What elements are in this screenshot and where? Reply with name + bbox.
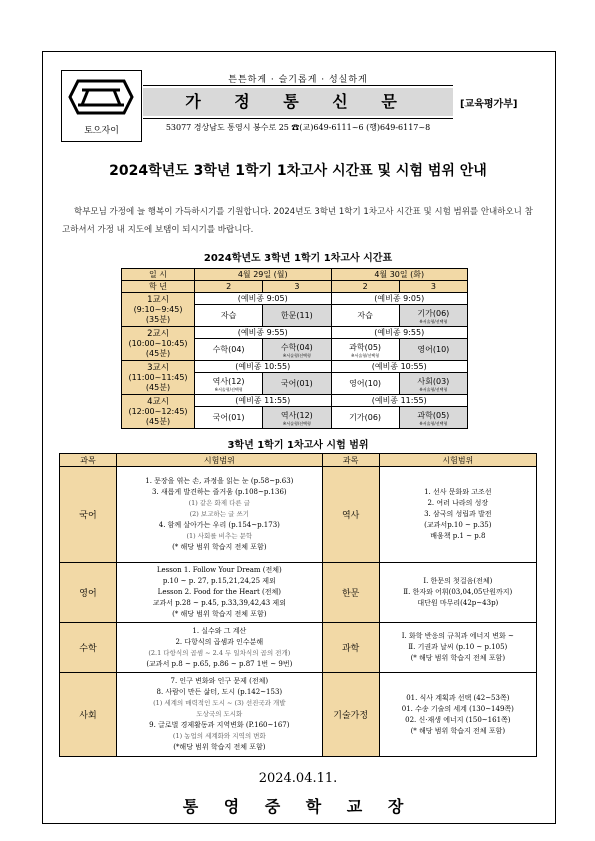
divider (143, 85, 453, 86)
bell-time: (예비종 9:55) (331, 327, 468, 339)
department-tag: [교육평가부] (460, 99, 518, 110)
range-line: 1. 선사 문화와 고조선 (424, 488, 492, 496)
range-line: 4. 함께 살아가는 우리 (p.154~p.173) (158, 521, 280, 529)
header-range: 시험범위 (379, 454, 536, 467)
subject-name: 과학 (322, 623, 379, 673)
period-time: (12:00~12:45) (128, 406, 188, 416)
exam-cell (263, 339, 331, 361)
exam-cell (195, 407, 263, 429)
exam-cell (399, 305, 467, 327)
header-grade-3: 3 (399, 281, 467, 293)
subject-name: 수학 (60, 623, 117, 673)
exam-subject: 국어(01) (280, 379, 313, 388)
period-name: 4교시 (147, 396, 169, 407)
range-line: (1) 같은 화제 다른 글 (188, 499, 251, 507)
range-line: 3. 삼국의 성립과 발전 (424, 510, 492, 518)
header-grade-2: 2 (195, 281, 263, 293)
exam-cell (331, 305, 399, 327)
header-range: 시험범위 (117, 454, 323, 467)
range-line: (교과서p.10 ~ p.35) (424, 521, 492, 529)
period-name: 1교시 (147, 294, 169, 305)
exam-cell (331, 407, 399, 429)
range-line: Ⅰ. 한문의 첫걸음(전체) (423, 577, 493, 585)
school-principal: 통 영 중 학 교 장 (182, 797, 414, 816)
exam-cell (399, 339, 467, 361)
range-line: (1) 사회를 비추는 문학 (186, 532, 253, 540)
range-line: 3. 새롭게 발견하는 즐거움 (p.108~p.136) (151, 488, 287, 496)
subject-name: 국어 (60, 467, 117, 563)
exam-subject: 수학(04) (280, 342, 313, 352)
exam-subject: 한문(11) (280, 311, 313, 320)
range-line: Lesson 2. Food for the Heart (전체) (157, 588, 281, 596)
range-line: (2) 보고하는 글 쓰기 (189, 510, 249, 518)
period-minutes: (35분) (145, 314, 171, 324)
exam-cell (399, 407, 467, 429)
period-minutes: (45분) (145, 416, 171, 426)
subject-name: 영어 (60, 563, 117, 623)
range-content (379, 623, 536, 673)
header-subject: 과목 (322, 454, 379, 467)
exam-note: ※서술형/선택형 (282, 352, 311, 358)
header-day2: 4월 30일 (화) (331, 269, 468, 281)
subject-name: 기술가정 (322, 673, 379, 757)
period-minutes: (45분) (145, 348, 171, 358)
range-line: 교과서 p.28 ~ p.45, p.33,39,42,43 제외 (152, 599, 286, 607)
range-content (117, 623, 323, 673)
header-grade-2: 2 (331, 281, 399, 293)
exam-cell (331, 339, 399, 361)
exam-subject: 자습 (357, 311, 373, 320)
range-line: Ⅱ. 기권과 날씨 (p.10 ~ p.105) (408, 643, 508, 651)
page-title: 2024학년도 3학년 1학기 1차고사 시간표 및 시험 범위 안내 (109, 163, 487, 179)
period-cell (122, 395, 195, 429)
range-line: 2. 여러 나라의 성장 (427, 499, 489, 507)
range-title: 3학년 1학기 1차고사 시험 범위 (227, 440, 369, 451)
period-minutes: (45분) (145, 382, 171, 392)
logo-text: 토으자이 (84, 126, 119, 136)
bell-time: (예비종 9:55) (195, 327, 332, 339)
range-line: Ⅰ. 화학 반응의 규칙과 에너지 변화 ~ (401, 632, 514, 640)
newsletter-banner: 가 정 통 신 문 (143, 88, 453, 116)
exam-subject: 영어(10) (349, 379, 382, 388)
range-line: 2. 다항식의 곱셈과 인수분해 (175, 637, 264, 646)
exam-cell (263, 305, 331, 327)
range-line: (2.1 다항식의 곱셈 ~ 2.4 두 일차식의 곱의 전개) (148, 648, 291, 657)
exam-subject: 기가(06) (349, 413, 382, 422)
period-time: (10:00~10:45) (128, 338, 188, 348)
range-content (117, 673, 323, 757)
exam-subject: 역사(12) (212, 376, 245, 386)
exam-cell (195, 305, 263, 327)
school-motto: 튼튼하게 · 슬기롭게 · 성실하게 (228, 75, 368, 85)
exam-cell (331, 373, 399, 395)
exam-cell (195, 373, 263, 395)
exam-note: ※서술형/선택형 (419, 386, 448, 392)
subject-name: 한문 (322, 563, 379, 623)
range-line: (* 해당 범위 학습지 전체 포함) (172, 543, 267, 551)
issue-date: 2024.04.11. (258, 771, 338, 786)
school-logo (61, 70, 142, 142)
period-name: 3교시 (147, 362, 169, 373)
range-line: 8. 사람이 만든 삶터, 도시 (p.142~153) (156, 688, 283, 696)
header-subject: 과목 (60, 454, 117, 467)
range-content (117, 563, 323, 623)
range-line: 01. 수송 기술의 세계 (130~149쪽) (401, 704, 514, 713)
bell-time: (예비종 10:55) (195, 361, 332, 373)
bell-time: (예비종 11:55) (331, 395, 468, 407)
exam-subject: 과학(05) (349, 342, 382, 352)
divider (143, 118, 453, 119)
exam-subject: 수학(04) (212, 345, 245, 354)
range-line: (* 해당 범위 학습지 전체 포함) (410, 654, 506, 662)
schedule-table (121, 268, 468, 429)
header-grade-3: 3 (263, 281, 331, 293)
exam-subject: 영어(10) (417, 345, 450, 354)
exam-subject: 국어(01) (212, 413, 245, 422)
exam-subject: 기가(06) (417, 308, 450, 318)
intro-paragraph: 학부모님 가정에 늘 행복이 가득하시기를 기원합니다. 2024년도 3학년 1학기 1차고사 시간표 및 시험 범위를 안내하오니 참고하셔서 가정 내 지도에 보탬이 되시기를 바랍니다. (62, 207, 533, 235)
exam-note: ※서술형/선택형 (214, 386, 243, 392)
exam-subject: 사회(03) (417, 376, 450, 386)
period-name: 2교시 (147, 328, 169, 339)
range-content (117, 467, 323, 563)
exam-cell (263, 373, 331, 395)
range-table (59, 453, 537, 757)
range-line: Lesson 1. Follow Your Dream (전체) (156, 566, 282, 574)
range-line: (* 해당 범위 학습지 전체 포함) (410, 726, 506, 735)
period-time: (9:10~9:45) (133, 304, 183, 314)
bell-time: (예비종 10:55) (331, 361, 468, 373)
exam-note: ※서술형/선택형 (419, 420, 448, 426)
subject-name: 사회 (60, 673, 117, 757)
period-time: (11:00~11:45) (128, 372, 188, 382)
exam-subject: 역사(12) (280, 410, 313, 420)
exam-note: ※서술형/선택형 (419, 318, 448, 324)
range-line: Ⅱ. 한자와 어휘(03,04,05단원까지) (403, 588, 513, 596)
period-cell (122, 327, 195, 361)
range-line: 대단원 마무리(42p~43p) (417, 599, 499, 607)
exam-subject: 과학(05) (417, 410, 450, 420)
range-content (379, 467, 536, 563)
range-line: (1) 세계의 매력적인 도시 ~ (3) 선진국과 개발 (153, 699, 286, 707)
range-line: 9. 글로벌 경제활동과 지역변화 (P.160~167) (149, 721, 290, 729)
range-line: 01. 식사 계획과 선택 (42~53쪽) (406, 693, 510, 702)
exam-cell (399, 373, 467, 395)
period-cell (122, 361, 195, 395)
header-day1: 4월 29일 (월) (195, 269, 332, 281)
exam-note: ※서술형/선택형 (351, 352, 380, 358)
range-content (379, 673, 536, 757)
header-date: 일 시 (122, 269, 195, 281)
header-grade: 학 년 (122, 281, 195, 293)
range-line: p.10 ~ p. 27, p.15,21,24,25 제외 (162, 577, 276, 585)
bell-time: (예비종 9:05) (195, 293, 332, 305)
exam-subject: 자습 (220, 311, 237, 320)
range-line: 배움책 p.1 ~ p.8 (430, 532, 486, 540)
subject-name: 역사 (322, 467, 379, 563)
range-line: (교과서 p.8 ~ p.65, p.86 ~ p.87 1번 ~ 9번) (146, 659, 293, 668)
range-line: 7. 인구 변화와 인구 문제 (전체) (170, 677, 269, 685)
exam-cell (263, 407, 331, 429)
exam-cell (195, 339, 263, 361)
range-line: (*해당 범위 학습지 전체 포함) (173, 743, 266, 751)
range-line: (* 해당 범위 학습지 전체 포함) (172, 610, 267, 618)
range-line: 1. 실수와 그 계산 (192, 626, 247, 635)
school-address: 53077 경상남도 통영시 봉수로 25 ☎(교)649-6111~6 (행)649-6117~8 (165, 123, 431, 132)
range-line: (1) 농업의 세계화와 지역의 변화 (172, 732, 266, 740)
bell-time: (예비종 9:05) (331, 293, 468, 305)
exam-note: ※서술형/선택형 (282, 420, 311, 426)
range-content (379, 563, 536, 623)
range-line: 1. 문장을 엮는 손, 과정을 읽는 눈 (p.58~p.63) (145, 477, 294, 485)
period-cell (122, 293, 195, 327)
schedule-title: 2024학년도 3학년 1학기 1차고사 시간표 (203, 253, 393, 264)
range-line: 도상국의 도시화 (196, 710, 243, 718)
range-line: 02. 신·재생 에너지 (150~161쪽) (405, 715, 511, 724)
bell-time: (예비종 11:55) (195, 395, 332, 407)
logo-emblem-icon (68, 77, 134, 117)
